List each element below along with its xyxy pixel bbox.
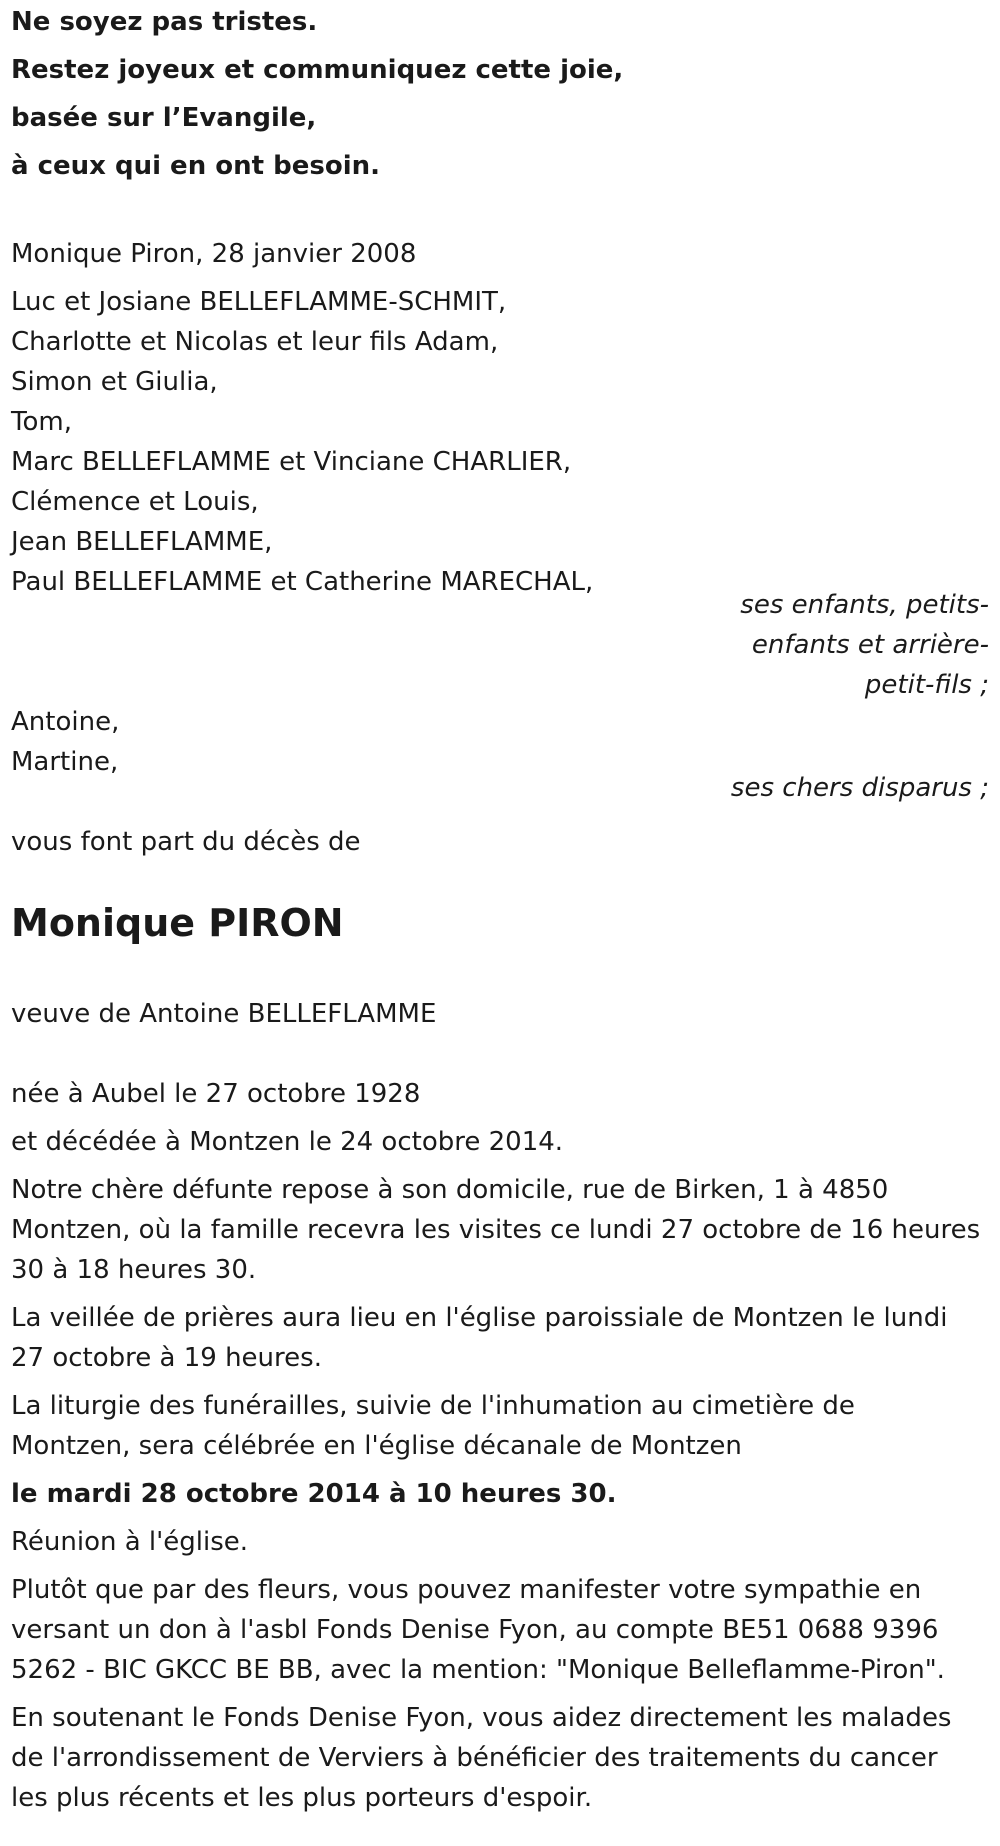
donation-line: 5262 - BIC GKCC BE BB, avec la mention: "Monique Belleflamme-Piron". — [11, 1655, 945, 1685]
funeral-paragraph — [11, 1386, 855, 1466]
support-line: les plus récents et les plus porteurs d'espoir. — [11, 1783, 593, 1813]
announcement: vous font part du décès de — [11, 827, 361, 857]
family-role-line: ses enfants, petits- — [740, 590, 989, 620]
donation-paragraph — [11, 1570, 945, 1690]
deceased-member: Martine, — [11, 747, 119, 777]
deceased-member: Antoine, — [11, 707, 120, 737]
opening-quote — [11, 0, 623, 190]
family-member: Jean BELLEFLAMME, — [11, 527, 273, 557]
family-member: Paul BELLEFLAMME et Catherine MARECHAL, — [11, 567, 594, 597]
funeral-date: le mardi 28 octobre 2014 à 10 heures 30. — [11, 1479, 617, 1509]
support-line: En soutenant le Fonds Denise Fyon, vous aidez directement les malades — [11, 1703, 952, 1733]
deceased-name: Monique PIRON — [11, 901, 344, 945]
donation-line: Plutôt que par des fleurs, vous pouvez manifester votre sympathie en — [11, 1575, 922, 1605]
widow-line: veuve de Antoine BELLEFLAMME — [11, 999, 437, 1029]
family-role — [589, 585, 991, 705]
family-member: Tom, — [11, 407, 72, 437]
support-line: de l'arrondissement de Verviers à bénéficier des traitements du cancer — [11, 1743, 938, 1773]
quote-line: Restez joyeux et communiquez cette joie, — [11, 55, 624, 85]
donation-line: versant un don à l'asbl Fonds Denise Fyon, au compte BE51 0688 9396 — [11, 1615, 939, 1645]
family-member: Marc BELLEFLAMME et Vinciane CHARLIER, — [11, 447, 572, 477]
birth-line: née à Aubel le 27 octobre 1928 — [11, 1079, 421, 1109]
death-line: et décédée à Montzen le 24 octobre 2014. — [11, 1127, 564, 1157]
vigil-line: 27 octobre à 19 heures. — [11, 1343, 322, 1373]
funeral-line: La liturgie des funérailles, suivie de l'inhumation au cimetière de — [11, 1391, 855, 1421]
funeral-line: Montzen, sera célébrée en l'église décanale de Montzen — [11, 1431, 742, 1461]
family-role-line: petit-fils ; — [864, 670, 989, 700]
quote-line: à ceux qui en ont besoin. — [11, 151, 380, 181]
visit-paragraph — [11, 1170, 980, 1290]
quote-line: basée sur l’Evangile, — [11, 103, 317, 133]
support-paragraph — [11, 1698, 951, 1818]
vigil-paragraph — [11, 1298, 947, 1378]
visit-line: 30 à 18 heures 30. — [11, 1255, 257, 1285]
family-list — [11, 282, 593, 602]
deceased-list — [11, 702, 119, 782]
visit-line: Notre chère défunte repose à son domicile, rue de Birken, 1 à 4850 — [11, 1175, 889, 1205]
family-member: Charlotte et Nicolas et leur fils Adam, — [11, 327, 499, 357]
deceased-role: ses chers disparus ; — [730, 773, 989, 803]
visit-line: Montzen, où la famille recevra les visites ce lundi 27 octobre de 16 heures — [11, 1215, 981, 1245]
quote-line: Ne soyez pas tristes. — [11, 7, 318, 37]
meeting-line: Réunion à l'église. — [11, 1527, 249, 1557]
vigil-line: La veillée de prières aura lieu en l'église paroissiale de Montzen le lundi — [11, 1303, 948, 1333]
family-member: Simon et Giulia, — [11, 367, 218, 397]
family-role-line: enfants et arrière- — [751, 630, 989, 660]
family-member: Clémence et Louis, — [11, 487, 259, 517]
quote-signature: Monique Piron, 28 janvier 2008 — [11, 239, 417, 269]
family-member: Luc et Josiane BELLEFLAMME-SCHMIT, — [11, 287, 507, 317]
